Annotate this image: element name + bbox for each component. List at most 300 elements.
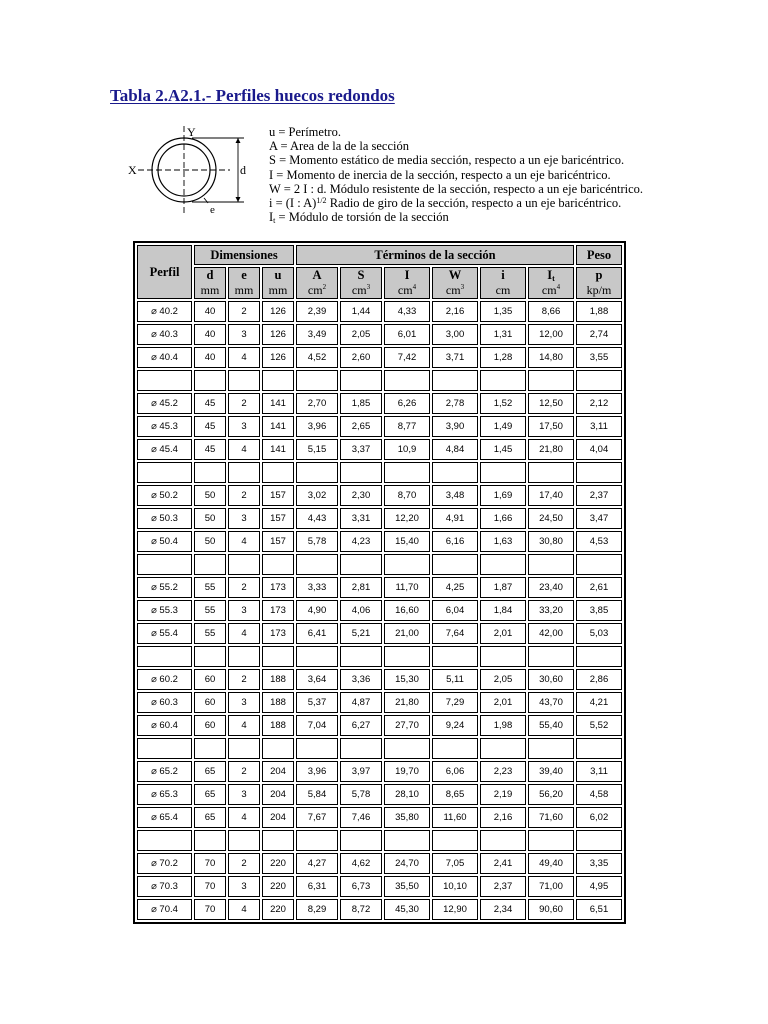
- cell-it: 14,80: [528, 347, 574, 368]
- col-i-unit-text: cm: [397, 283, 413, 297]
- table-row: [137, 876, 622, 897]
- empty-cell: [228, 370, 260, 391]
- cell-radius: 2,34: [480, 899, 526, 920]
- cell-radius: 1,66: [480, 508, 526, 529]
- table-row: [137, 600, 622, 621]
- cell-w: 3,00: [432, 324, 478, 345]
- legend-torsion-subscript: t: [273, 216, 276, 226]
- cell-d: 60: [194, 715, 226, 736]
- cell-e: 2: [228, 301, 260, 322]
- cell-d: 55: [194, 623, 226, 644]
- empty-cell: [480, 738, 526, 759]
- cell-perfil: ⌀ 50.3: [137, 508, 192, 529]
- cell-p: 4,21: [576, 692, 622, 713]
- cell-w: 3,90: [432, 416, 478, 437]
- cell-a: 3,96: [296, 761, 338, 782]
- cell-it: 42,00: [528, 623, 574, 644]
- table-row: [137, 715, 622, 736]
- cell-radius: 2,41: [480, 853, 526, 874]
- empty-cell: [432, 646, 478, 667]
- cell-u: 173: [262, 577, 294, 598]
- cell-e: 4: [228, 623, 260, 644]
- cell-i: 8,77: [384, 416, 430, 437]
- cell-p: 2,37: [576, 485, 622, 506]
- cell-it: 33,20: [528, 600, 574, 621]
- cell-e: 4: [228, 531, 260, 552]
- y-axis-label: Y: [187, 125, 196, 139]
- cell-perfil: ⌀ 65.3: [137, 784, 192, 805]
- col-radius-symbol: i: [501, 268, 505, 282]
- col-header-perfil: Perfil: [137, 245, 192, 299]
- cell-e: 2: [228, 485, 260, 506]
- cell-u: 188: [262, 692, 294, 713]
- col-w-symbol: W: [448, 268, 462, 282]
- table-row: [137, 416, 622, 437]
- cell-perfil: ⌀ 60.3: [137, 692, 192, 713]
- empty-cell: [384, 830, 430, 851]
- empty-cell: [262, 554, 294, 575]
- col-header-s: [340, 267, 382, 299]
- cell-u: 204: [262, 761, 294, 782]
- table-row: [137, 439, 622, 460]
- cell-i: 11,70: [384, 577, 430, 598]
- col-header-a: [296, 267, 338, 299]
- cell-it: 55,40: [528, 715, 574, 736]
- cell-it: 71,60: [528, 807, 574, 828]
- spacer-row: [137, 554, 622, 575]
- empty-cell: [480, 462, 526, 483]
- cell-w: 7,29: [432, 692, 478, 713]
- header-row-1: [137, 245, 622, 265]
- cell-a: 3,33: [296, 577, 338, 598]
- cell-a: 7,67: [296, 807, 338, 828]
- col-header-peso: Peso: [576, 245, 622, 265]
- thickness-label: e: [210, 204, 215, 216]
- table-row: [137, 761, 622, 782]
- cell-it: 56,20: [528, 784, 574, 805]
- col-s-unit-text: cm: [351, 283, 367, 297]
- cell-i: 24,70: [384, 853, 430, 874]
- empty-cell: [576, 830, 622, 851]
- empty-cell: [228, 554, 260, 575]
- cell-p: 2,12: [576, 393, 622, 414]
- empty-cell: [137, 830, 192, 851]
- table-row: [137, 623, 622, 644]
- col-it-symbol: I: [547, 268, 553, 282]
- cell-a: 5,37: [296, 692, 338, 713]
- cell-u: 126: [262, 301, 294, 322]
- cell-u: 220: [262, 853, 294, 874]
- empty-cell: [137, 738, 192, 759]
- col-w-unit: [433, 283, 477, 298]
- empty-cell: [296, 554, 338, 575]
- cell-u: 220: [262, 899, 294, 920]
- cell-it: 17,50: [528, 416, 574, 437]
- col-s-unit-exp: 3: [366, 283, 371, 291]
- empty-cell: [384, 462, 430, 483]
- empty-cell: [480, 554, 526, 575]
- cell-w: 6,16: [432, 531, 478, 552]
- col-header-w: [432, 267, 478, 299]
- cell-radius: 1,35: [480, 301, 526, 322]
- legend-radius: [269, 196, 669, 210]
- cell-e: 3: [228, 784, 260, 805]
- empty-cell: [384, 554, 430, 575]
- table-row: [137, 531, 622, 552]
- circle-section-icon: [126, 122, 266, 222]
- col-it-unit-text: cm: [541, 283, 557, 297]
- cell-p: 3,35: [576, 853, 622, 874]
- cell-radius: 1,84: [480, 600, 526, 621]
- empty-cell: [528, 830, 574, 851]
- cell-i: 6,01: [384, 324, 430, 345]
- cell-i: 35,50: [384, 876, 430, 897]
- diameter-label: d: [240, 163, 246, 177]
- col-it-subscript: t: [552, 274, 555, 283]
- empty-cell: [194, 738, 226, 759]
- cell-a: 5,78: [296, 531, 338, 552]
- cell-it: 49,40: [528, 853, 574, 874]
- legend-i: I = Momento de inercia de la sección, respecto a un eje baricéntrico.: [269, 167, 611, 182]
- cell-perfil: ⌀ 40.3: [137, 324, 192, 345]
- table-row: [137, 485, 622, 506]
- cell-s: 2,30: [340, 485, 382, 506]
- empty-cell: [262, 462, 294, 483]
- empty-cell: [576, 370, 622, 391]
- empty-cell: [528, 370, 574, 391]
- cell-i: 4,33: [384, 301, 430, 322]
- cell-u: 188: [262, 715, 294, 736]
- cell-i: 10,9: [384, 439, 430, 460]
- empty-cell: [262, 370, 294, 391]
- cell-radius: 1,52: [480, 393, 526, 414]
- empty-cell: [528, 554, 574, 575]
- empty-cell: [137, 370, 192, 391]
- cell-u: 173: [262, 600, 294, 621]
- cell-w: 8,65: [432, 784, 478, 805]
- cell-d: 55: [194, 600, 226, 621]
- cell-d: 70: [194, 899, 226, 920]
- cell-it: 8,66: [528, 301, 574, 322]
- table-row: [137, 324, 622, 345]
- empty-cell: [432, 738, 478, 759]
- cell-s: 7,46: [340, 807, 382, 828]
- table-body: [137, 301, 622, 920]
- spacer-row: [137, 646, 622, 667]
- cell-it: 12,50: [528, 393, 574, 414]
- cell-u: 141: [262, 439, 294, 460]
- cell-it: 39,40: [528, 761, 574, 782]
- cell-e: 2: [228, 853, 260, 874]
- cell-it: 43,70: [528, 692, 574, 713]
- cell-w: 5,11: [432, 669, 478, 690]
- cell-w: 6,04: [432, 600, 478, 621]
- cell-s: 3,37: [340, 439, 382, 460]
- cell-d: 40: [194, 324, 226, 345]
- cell-s: 1,85: [340, 393, 382, 414]
- col-s-unit: [341, 283, 381, 298]
- spacer-row: [137, 830, 622, 851]
- cell-i: 6,26: [384, 393, 430, 414]
- empty-cell: [296, 830, 338, 851]
- cell-radius: 1,69: [480, 485, 526, 506]
- empty-cell: [432, 830, 478, 851]
- legend-radius-text: i = (I : A): [269, 196, 317, 211]
- cell-i: 8,70: [384, 485, 430, 506]
- cell-a: 8,29: [296, 899, 338, 920]
- page-title: Tabla 2.A2.1.- Perfiles huecos redondos: [110, 86, 395, 105]
- tube-section-diagram: [126, 122, 266, 222]
- empty-cell: [296, 462, 338, 483]
- cell-w: 3,71: [432, 347, 478, 368]
- cell-radius: 2,05: [480, 669, 526, 690]
- cell-w: 9,24: [432, 715, 478, 736]
- cell-e: 3: [228, 692, 260, 713]
- col-header-d: [194, 267, 226, 299]
- cell-w: 2,16: [432, 301, 478, 322]
- cell-d: 70: [194, 853, 226, 874]
- table-row: [137, 853, 622, 874]
- spacer-row: [137, 370, 622, 391]
- cell-u: 220: [262, 876, 294, 897]
- cell-w: 10,10: [432, 876, 478, 897]
- legend-torsion: [269, 210, 669, 224]
- empty-cell: [228, 462, 260, 483]
- cell-p: 3,85: [576, 600, 622, 621]
- cell-perfil: ⌀ 55.3: [137, 600, 192, 621]
- col-radius-unit: cm: [495, 283, 511, 297]
- cell-s: 2,60: [340, 347, 382, 368]
- cell-i: 7,42: [384, 347, 430, 368]
- empty-cell: [480, 646, 526, 667]
- cell-radius: 2,16: [480, 807, 526, 828]
- cell-s: 2,81: [340, 577, 382, 598]
- cell-i: 15,40: [384, 531, 430, 552]
- cell-a: 4,90: [296, 600, 338, 621]
- cell-s: 6,73: [340, 876, 382, 897]
- cell-perfil: ⌀ 70.3: [137, 876, 192, 897]
- empty-cell: [137, 554, 192, 575]
- cell-p: 4,58: [576, 784, 622, 805]
- cell-s: 5,78: [340, 784, 382, 805]
- empty-cell: [262, 646, 294, 667]
- cell-s: 1,44: [340, 301, 382, 322]
- cell-s: 3,36: [340, 669, 382, 690]
- empty-cell: [228, 646, 260, 667]
- cell-e: 4: [228, 715, 260, 736]
- cell-p: 3,47: [576, 508, 622, 529]
- cell-s: 2,05: [340, 324, 382, 345]
- cell-a: 4,52: [296, 347, 338, 368]
- empty-cell: [137, 646, 192, 667]
- cell-s: 4,62: [340, 853, 382, 874]
- cell-s: 3,31: [340, 508, 382, 529]
- empty-cell: [432, 370, 478, 391]
- cell-d: 50: [194, 508, 226, 529]
- cell-radius: 2,37: [480, 876, 526, 897]
- cell-it: 17,40: [528, 485, 574, 506]
- col-u-unit: mm: [268, 283, 288, 297]
- cell-p: 4,53: [576, 531, 622, 552]
- cell-radius: 2,01: [480, 623, 526, 644]
- cell-it: 12,00: [528, 324, 574, 345]
- empty-cell: [137, 462, 192, 483]
- cell-d: 60: [194, 669, 226, 690]
- cell-u: 204: [262, 807, 294, 828]
- cell-a: 5,84: [296, 784, 338, 805]
- cell-perfil: ⌀ 55.2: [137, 577, 192, 598]
- legend-u: u = Perímetro.: [269, 125, 341, 139]
- cell-p: 5,03: [576, 623, 622, 644]
- cell-radius: 2,01: [480, 692, 526, 713]
- col-i-unit-exp: 4: [412, 283, 417, 291]
- empty-cell: [340, 554, 382, 575]
- cell-w: 12,90: [432, 899, 478, 920]
- cell-s: 8,72: [340, 899, 382, 920]
- col-p-unit: kp/m: [586, 283, 612, 297]
- cell-it: 71,00: [528, 876, 574, 897]
- cell-d: 60: [194, 692, 226, 713]
- empty-cell: [262, 830, 294, 851]
- cell-u: 141: [262, 416, 294, 437]
- cell-w: 11,60: [432, 807, 478, 828]
- cell-p: 2,61: [576, 577, 622, 598]
- table-row: [137, 508, 622, 529]
- cell-a: 2,39: [296, 301, 338, 322]
- cell-d: 45: [194, 439, 226, 460]
- cell-radius: 1,87: [480, 577, 526, 598]
- cell-p: 6,51: [576, 899, 622, 920]
- cell-perfil: ⌀ 50.4: [137, 531, 192, 552]
- cell-p: 3,11: [576, 416, 622, 437]
- cell-it: 90,60: [528, 899, 574, 920]
- cell-a: 5,15: [296, 439, 338, 460]
- cell-a: 2,70: [296, 393, 338, 414]
- empty-cell: [576, 646, 622, 667]
- cell-d: 40: [194, 347, 226, 368]
- cell-w: 6,06: [432, 761, 478, 782]
- cell-p: 3,11: [576, 761, 622, 782]
- col-header-terminos: Términos de la sección: [296, 245, 574, 265]
- cell-p: 1,88: [576, 301, 622, 322]
- empty-cell: [340, 462, 382, 483]
- cell-e: 4: [228, 347, 260, 368]
- cell-perfil: ⌀ 45.3: [137, 416, 192, 437]
- empty-cell: [194, 646, 226, 667]
- col-header-it: [528, 267, 574, 299]
- empty-cell: [384, 646, 430, 667]
- empty-cell: [340, 738, 382, 759]
- cell-w: 4,91: [432, 508, 478, 529]
- cell-i: 45,30: [384, 899, 430, 920]
- cell-e: 3: [228, 876, 260, 897]
- cell-radius: 1,63: [480, 531, 526, 552]
- cell-u: 126: [262, 347, 294, 368]
- cell-w: 4,84: [432, 439, 478, 460]
- cell-d: 55: [194, 577, 226, 598]
- empty-cell: [194, 830, 226, 851]
- cell-perfil: ⌀ 70.4: [137, 899, 192, 920]
- cell-a: 4,43: [296, 508, 338, 529]
- cell-perfil: ⌀ 50.2: [137, 485, 192, 506]
- col-header-dimensiones: Dimensiones: [194, 245, 294, 265]
- spacer-row: [137, 738, 622, 759]
- legend-w: W = 2 I : d. Módulo resistente de la sección, respecto a un eje baricéntrico.: [269, 181, 644, 196]
- legend-radius-exponent: 1/2: [316, 196, 327, 206]
- cell-i: 27,70: [384, 715, 430, 736]
- col-u-symbol: u: [274, 268, 282, 282]
- cell-e: 2: [228, 761, 260, 782]
- spacer-row: [137, 462, 622, 483]
- col-w-unit-text: cm: [445, 283, 461, 297]
- cell-d: 70: [194, 876, 226, 897]
- cell-s: 3,97: [340, 761, 382, 782]
- cell-p: 2,74: [576, 324, 622, 345]
- empty-cell: [528, 462, 574, 483]
- cell-perfil: ⌀ 40.2: [137, 301, 192, 322]
- empty-cell: [576, 462, 622, 483]
- empty-cell: [296, 646, 338, 667]
- cell-u: 126: [262, 324, 294, 345]
- cell-s: 4,87: [340, 692, 382, 713]
- cell-e: 2: [228, 393, 260, 414]
- table-row: [137, 899, 622, 920]
- cell-e: 2: [228, 669, 260, 690]
- cell-p: 5,52: [576, 715, 622, 736]
- empty-cell: [296, 738, 338, 759]
- cell-e: 3: [228, 324, 260, 345]
- col-d-unit: mm: [200, 283, 220, 297]
- cell-s: 6,27: [340, 715, 382, 736]
- cell-w: 3,48: [432, 485, 478, 506]
- cell-radius: 1,49: [480, 416, 526, 437]
- cell-perfil: ⌀ 60.2: [137, 669, 192, 690]
- col-e-unit: mm: [234, 283, 254, 297]
- cell-i: 12,20: [384, 508, 430, 529]
- cell-u: 188: [262, 669, 294, 690]
- empty-cell: [340, 646, 382, 667]
- col-e-symbol: e: [241, 268, 247, 282]
- cell-it: 21,80: [528, 439, 574, 460]
- legend-torsion-desc: = Módulo de torsión de la sección: [275, 210, 449, 225]
- table-row: [137, 577, 622, 598]
- cell-d: 65: [194, 807, 226, 828]
- empty-cell: [296, 370, 338, 391]
- diameter-dimension: [192, 138, 244, 202]
- table-row: [137, 393, 622, 414]
- cell-w: 2,78: [432, 393, 478, 414]
- col-s-symbol: S: [357, 268, 365, 282]
- cell-i: 28,10: [384, 784, 430, 805]
- cell-perfil: ⌀ 70.2: [137, 853, 192, 874]
- cell-a: 3,49: [296, 324, 338, 345]
- empty-cell: [384, 370, 430, 391]
- empty-cell: [576, 738, 622, 759]
- cell-it: 24,50: [528, 508, 574, 529]
- header-row-2: [137, 267, 622, 299]
- cell-it: 30,60: [528, 669, 574, 690]
- cell-radius: 1,31: [480, 324, 526, 345]
- cell-d: 65: [194, 761, 226, 782]
- empty-cell: [384, 738, 430, 759]
- empty-cell: [480, 830, 526, 851]
- cell-u: 204: [262, 784, 294, 805]
- cell-u: 141: [262, 393, 294, 414]
- cell-radius: 1,45: [480, 439, 526, 460]
- col-d-symbol: d: [206, 268, 214, 282]
- empty-cell: [194, 554, 226, 575]
- table-row: [137, 301, 622, 322]
